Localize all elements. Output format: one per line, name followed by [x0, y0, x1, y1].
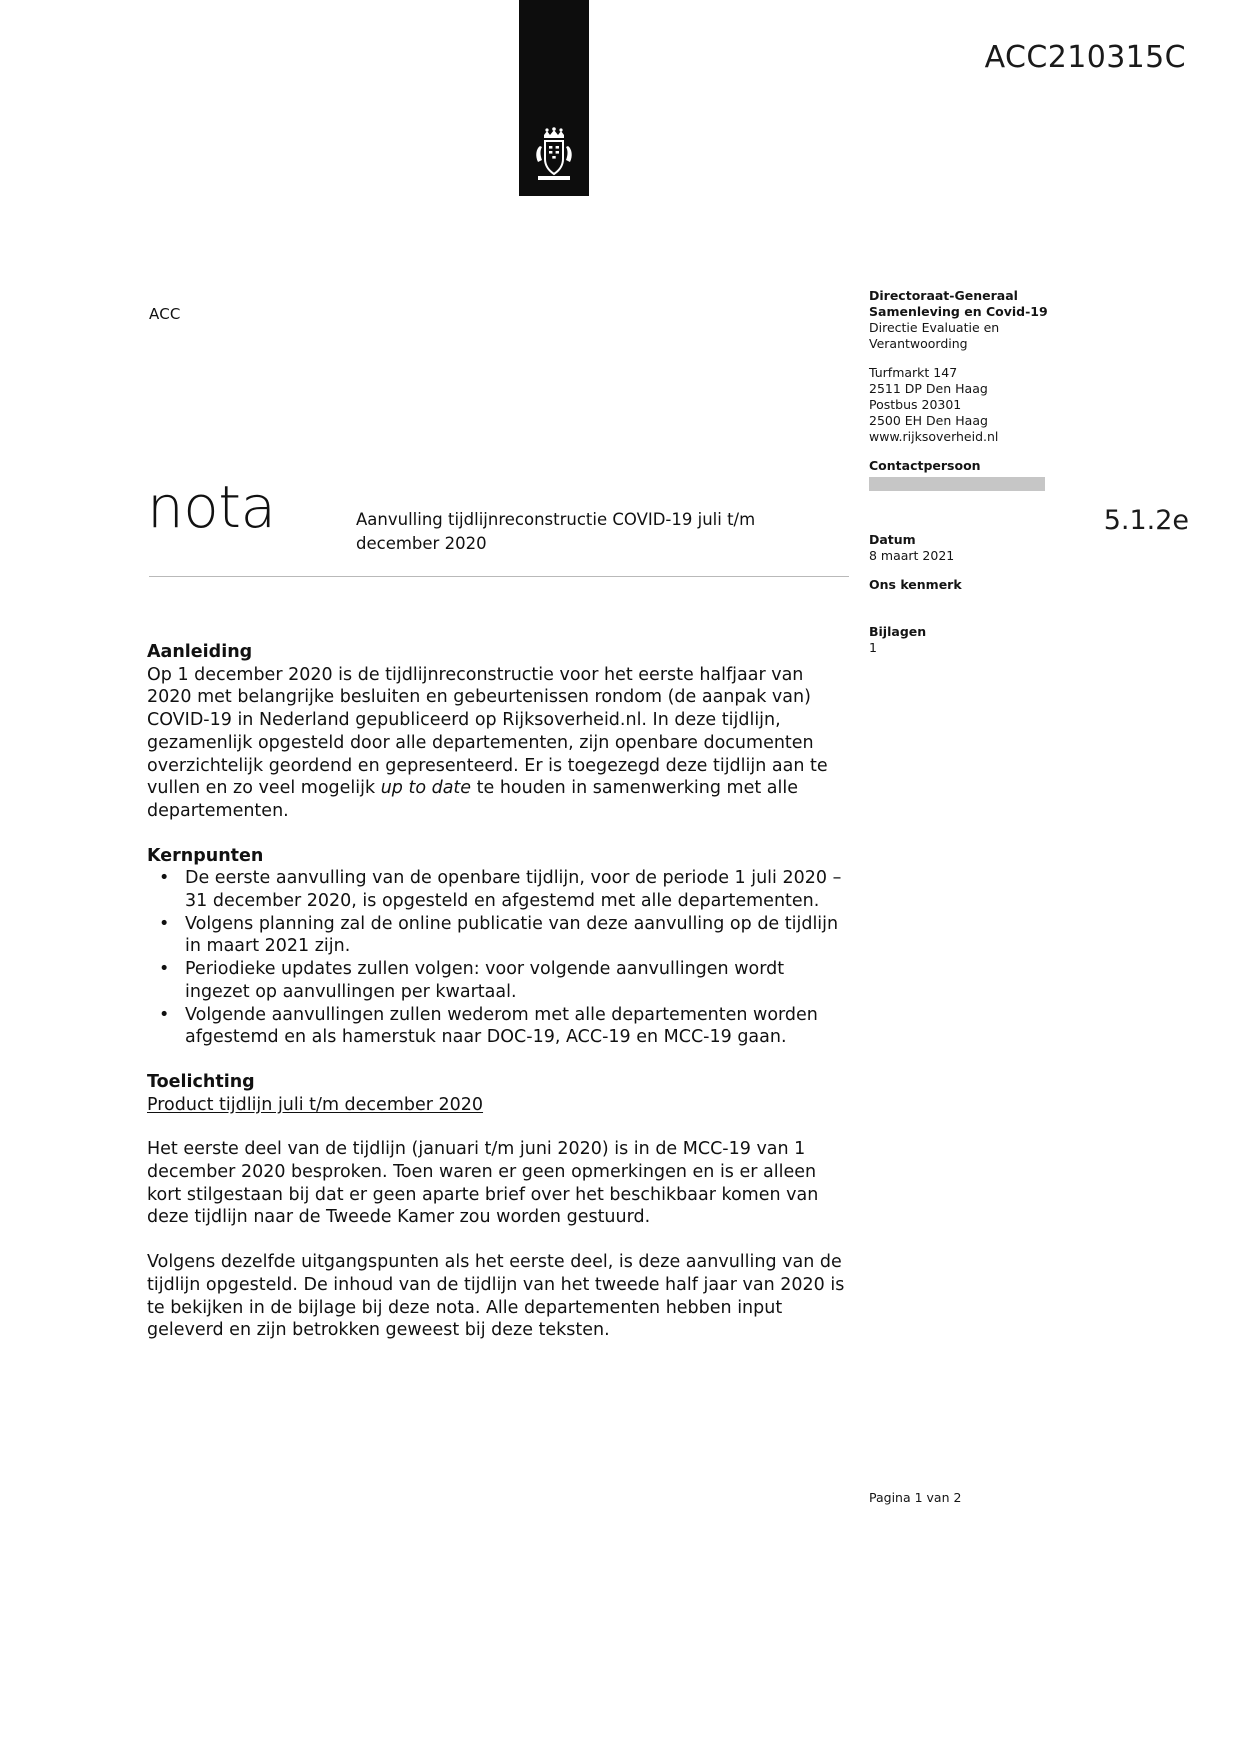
address-block — [869, 365, 1069, 445]
list-item — [147, 867, 853, 912]
subheading-toelichting: Product tijdlijn juli t/m december 2020 — [147, 1094, 484, 1115]
organisation-line-4: Verantwoording — [869, 336, 968, 351]
reference-block — [869, 577, 1069, 593]
section-gap — [147, 823, 853, 845]
attachments-value: 1 — [869, 640, 877, 655]
address-street: Turfmarkt 147 — [869, 365, 958, 380]
organisation-block — [869, 288, 1069, 352]
address-website: www.rijksoverheid.nl — [869, 429, 999, 444]
heading-toelichting: Toelichting — [147, 1071, 255, 1092]
address-postbus-city: 2500 EH Den Haag — [869, 413, 988, 428]
organisation-line-3: Directie Evaluatie en — [869, 320, 1000, 335]
meta-spacer — [869, 504, 1069, 532]
list-item-text: Volgende aanvullingen zullen wederom met alle departementen worden afgestemd en als hamerstuk naar DOC-19, ACC-19 en MCC-19 gaan. — [185, 1004, 818, 1048]
reference-label: Ons kenmerk — [869, 577, 962, 592]
list-item — [147, 913, 853, 958]
rijksoverheid-logo — [519, 0, 589, 196]
bullet-icon: • — [159, 959, 170, 980]
address-postbus: Postbus 20301 — [869, 397, 962, 412]
bullet-icon: • — [159, 913, 170, 934]
bullet-icon: • — [159, 1004, 170, 1025]
header-divider — [149, 576, 849, 577]
document-id: ACC210315C — [984, 40, 1186, 75]
list-item-text: Periodieke updates zullen volgen: voor volgende aanvullingen wordt ingezet op aanvullingen per kwartaal. — [185, 959, 785, 1002]
meta-spacer-2 — [869, 606, 1069, 624]
attachments-label: Bijlagen — [869, 624, 927, 639]
page-footer: Pagina 1 van 2 — [869, 1490, 962, 1505]
heading-kernpunten: Kernpunten — [147, 845, 264, 866]
organisation-line-2: Samenleving en Covid-19 — [869, 304, 1048, 319]
list-item-text: De eerste aanvulling van de openbare tijdlijn, voor de periode 1 juli 2020 – 31 december 2020, is opgesteld en afgestemd met alle departementen. — [185, 868, 842, 912]
list-item — [147, 958, 853, 1003]
aanleiding-text-part-1: Op 1 december 2020 is de tijdlijnreconstructie voor het eerste halfjaar van 2020 met belangrijke besluiten en gebeurtenissen rondom (de aanpak van) COVID-19 in Nederland gepubliceerd op Rijksoverheid.nl. In deze tijdlijn, gezamenlijk opgesteld door alle departementen, zijn openbare documenten overzichtelijk geordend en gepresenteerd. Er is toegezegd deze tijdlijn aan te vullen en zo veel mogelijk — [147, 664, 828, 799]
section-gap-2 — [147, 1049, 853, 1071]
contact-redaction-bar — [869, 477, 1045, 491]
paragraph-toelichting-2: Volgens dezelfde uitgangspunten als het eerste deel, is deze aanvulling van de tijdlijn opgesteld. De inhoud van de tijdlijn van het tweede half jaar van 2020 is te bekijken in de bijlage bij deze nota. Alle departementen hebben input geleverd en zijn betrokken geweest bij deze teksten. — [147, 1252, 845, 1341]
bullet-icon: • — [159, 868, 170, 889]
aanleiding-text-italic: up to date — [380, 778, 472, 799]
metadata-column — [869, 288, 1069, 656]
paragraph-gap-1 — [147, 1116, 853, 1138]
paragraph-aanleiding — [147, 664, 853, 823]
date-value: 8 maart 2021 — [869, 548, 955, 563]
heading-aanleiding: Aanleiding — [147, 642, 253, 662]
redaction-annotation: 5.1.2e — [1103, 505, 1189, 536]
list-item-text: Volgens planning zal de online publicatie van deze aanvulling op de tijdlijn in maart 2021 zijn. — [185, 913, 839, 957]
netherlands-coat-of-arms-icon — [519, 118, 589, 192]
list-item — [147, 1004, 853, 1049]
address-postcode-city: 2511 DP Den Haag — [869, 381, 988, 396]
contact-block — [869, 458, 1069, 491]
paragraph-toelichting-1: Het eerste deel van de tijdlijn (januari t/m juni 2020) is in de MCC-19 van 1 december 2020 besproken. Toen waren er geen opmerkingen en is er alleen kort stilgestaan bij dat er geen aparte brief over het beschikbaar komen van deze tijdlijn naar de Tweede Kamer zou worden gestuurd. — [147, 1139, 819, 1228]
kernpunten-list — [147, 867, 853, 1049]
aanleiding-text-part-2: te houden in samenwerking met alle departementen. — [147, 778, 798, 821]
date-label: Datum — [869, 532, 916, 547]
attachments-block — [869, 624, 1069, 656]
contact-label: Contactpersoon — [869, 458, 981, 473]
date-block — [869, 532, 1069, 564]
page-subtitle: Aanvulling tijdlijnreconstructie COVID-19 juli t/m december 2020 — [356, 510, 756, 553]
organisation-line-1: Directoraat-Generaal — [869, 288, 1018, 303]
page-title: nota — [147, 473, 276, 541]
addressee: ACC — [149, 305, 181, 323]
paragraph-gap-2 — [147, 1229, 853, 1251]
document-body — [147, 641, 853, 1342]
